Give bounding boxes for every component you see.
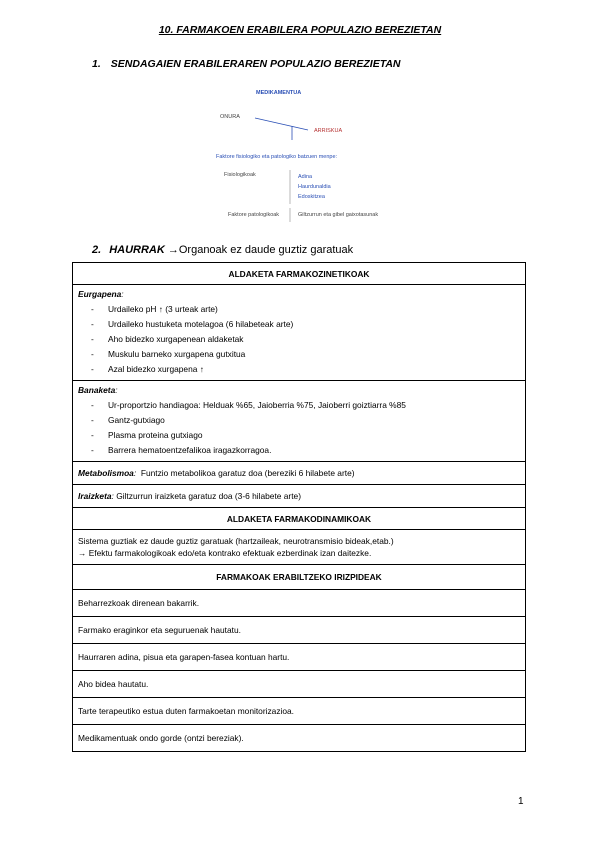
- distribution-cell: [73, 381, 526, 462]
- pd-line-2: → Efektu farmakologikoak edo/eta kontrako efektuak ezberdinak izan daitezke.: [78, 548, 372, 558]
- criteria-row: Beharrezkoak direnean bakarrik.: [73, 590, 526, 617]
- criteria-row: Farmako eraginkor eta seguruenak hautatu.: [73, 617, 526, 644]
- list-item: - Urdaileko hustuketa motelagoa (6 hilabeteak arte): [78, 317, 520, 332]
- diagram-medikamentua: MEDIKAMENTUA: [256, 90, 302, 96]
- diagram-item-3: Edoskitzea: [298, 194, 325, 200]
- excretion-title: Iraizketa: [78, 491, 112, 501]
- list-item: - Urdaileko pH ↑ (3 urteak arte): [78, 302, 520, 317]
- diagram-item-2: Haurdunaldia: [298, 184, 331, 190]
- page-number: 1: [518, 796, 524, 807]
- diagram-onura: ONURA: [220, 114, 240, 120]
- criteria-row: Tarte terapeutiko estua duten farmakoetan monitorizazioa.: [73, 698, 526, 725]
- absorption-cell: [73, 285, 526, 381]
- section-2-arrow: →: [167, 244, 179, 256]
- diagram-fisiologikoak: Fisiologikoak: [224, 172, 256, 178]
- criteria-row: Aho bidea hautatu.: [73, 671, 526, 698]
- children-pharmacology-table: [72, 262, 526, 752]
- distribution-title: Banaketa: [78, 385, 116, 395]
- excretion-text: Giltzurrun iraizketa garatuz doa (3-6 hilabete arte): [116, 491, 301, 501]
- diagram-arriskua: ARRISKUA: [314, 128, 343, 134]
- criteria-row: Medikamentuak ondo gorde (ontzi bereziak).: [73, 725, 526, 752]
- diagram-factors: Faktore fisiologiko eta patologiko batzuen menpe:: [216, 154, 338, 160]
- list-item: - Barrera hematoentzefalikoa iragazkorragoa.: [78, 443, 520, 458]
- list-item: - Muskulu barneko xurgapena gutxitua: [78, 347, 520, 362]
- metabolism-colon: :: [133, 468, 137, 478]
- pk-header: ALDAKETA FARMAKOZINETIKOAK: [73, 263, 526, 285]
- distribution-colon: :: [115, 385, 118, 395]
- metabolism-title: Metabolismoa: [78, 468, 134, 478]
- section-2-label: HAURRAK: [109, 244, 165, 256]
- section-1-title: SENDAGAIEN ERABILERAREN POPULAZIO BEREZIETAN: [110, 58, 401, 70]
- balance-beam: [255, 118, 308, 130]
- absorption-title: Eurgapena: [78, 289, 122, 299]
- criteria-row: Haurraren adina, pisua eta garapen-fasea kontuan hartu.: [73, 644, 526, 671]
- list-item: - Azal bidezko xurgapena ↑: [78, 362, 520, 377]
- list-item: - Aho bidezko xurgapenean aldaketak: [78, 332, 520, 347]
- excretion-cell: [73, 485, 526, 508]
- pd-line-1: Sistema guztiak ez daude guztiz garatuak (hartzaileak, neurotransmisio bideak,etab.): [78, 536, 394, 546]
- metabolism-text: Funtzio metabolikoa garatuz doa (bereziki 6 hilabete arte): [140, 468, 355, 478]
- diagram-item-1: Adina: [298, 174, 313, 180]
- list-item: - Plasma proteina gutxiago: [78, 428, 520, 443]
- metabolism-cell: [73, 462, 526, 485]
- criteria-header: FARMAKOAK ERABILTZEKO IRIZPIDEAK: [73, 565, 526, 590]
- section-2-text: Organoak ez daude guztiz garatuak: [178, 244, 354, 256]
- pd-cell: [73, 530, 526, 565]
- list-item: - Ur-proportzio handiagoa: Helduak %65, Jaioberria %75, Jaioberri goiztiarra %85: [78, 398, 520, 413]
- section-1-heading: [92, 58, 401, 70]
- section-1-number: 1.: [92, 58, 101, 70]
- absorption-list: [78, 302, 520, 377]
- diagram-patologikoak: Faktore patologikoak: [228, 212, 280, 218]
- distribution-list: [78, 398, 520, 458]
- diagram-pathology: Giltzurrun eta gibel gaixotasunak: [298, 212, 379, 218]
- section-2-number: 2.: [92, 244, 102, 256]
- section-2-heading: [92, 244, 353, 256]
- risk-benefit-diagram: [210, 80, 410, 228]
- excretion-colon: :: [111, 491, 114, 501]
- absorption-colon: :: [121, 289, 124, 299]
- pd-header: ALDAKETA FARMAKODINAMIKOAK: [73, 508, 526, 530]
- list-item: - Gantz-gutxiago: [78, 413, 520, 428]
- document-title: 10. FARMAKOEN ERABILERA POPULAZIO BEREZIETAN: [158, 24, 442, 36]
